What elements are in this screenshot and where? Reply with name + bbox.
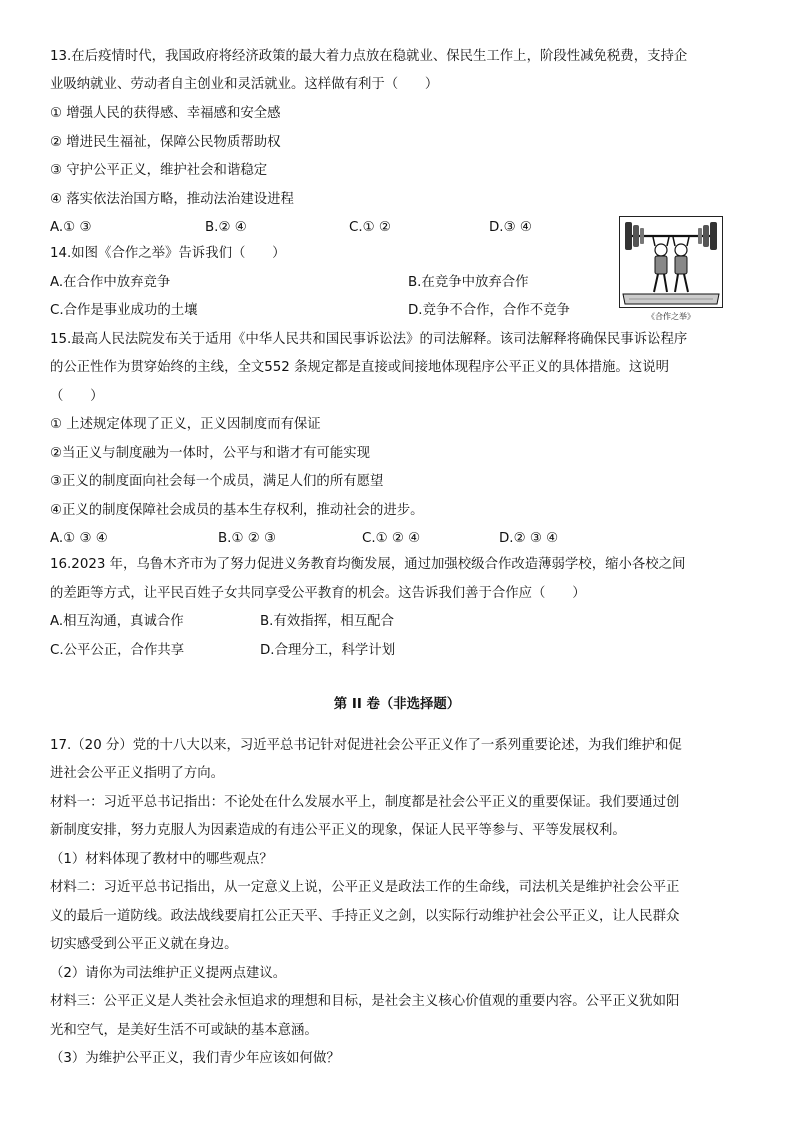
q13-option-d: D.③ ④: [489, 220, 532, 235]
q17-material1-line1: 材料一：习近平总书记指出：不论处在什么发展水平上，制度都是社会公平正义的重要保证。我们要通过创: [50, 795, 680, 810]
q17-subquestion-2: （2）请你为司法维护正义提两点建议。: [50, 966, 287, 981]
q14-stem: 14.如图《合作之举》告诉我们（ ）: [50, 246, 286, 261]
q16-option-a: A.相互沟通，真诚合作: [50, 614, 184, 629]
q15-item-3: ③正义的制度面向社会每一个成员，满足人们的所有愿望: [50, 474, 384, 489]
q17-stem-line1: 17.（20 分）党的十八大以来，习近平总书记针对促进社会公平正义作了一系列重要论述，为我们维护和促: [50, 738, 682, 753]
q16-option-b: B.有效指挥，相互配合: [260, 614, 394, 629]
q15-stem-line3: （ ）: [50, 389, 104, 404]
q17-material3-line2: 光和空气，是美好生活不可或缺的基本意涵。: [50, 1023, 318, 1038]
q17-material2-line2: 义的最后一道防线。政法战线要肩扛公正天平、手持正义之剑，以实际行动维护社会公平正义，让人民群众: [50, 909, 680, 924]
q15-stem-line1: 15.最高人民法院发布关于适用《中华人民共和国民事诉讼法》的司法解释。该司法解释将确保民事诉讼程序: [50, 332, 688, 347]
q14-option-b: B.在竞争中放弃合作: [408, 275, 529, 290]
q14-option-a: A.在合作中放弃竞争: [50, 275, 171, 290]
q17-material2-line3: 切实感受到公平正义就在身边。: [50, 937, 238, 952]
section-title: 第 II 卷（非选择题）: [333, 697, 461, 712]
q17-material2-line1: 材料二：习近平总书记指出，从一定意义上说，公平正义是政法工作的生命线，司法机关是维护社会公平正: [50, 880, 680, 895]
q16-stem-line1: 16.2023 年，乌鲁木齐市为了努力促进义务教育均衡发展，通过加强校级合作改造薄弱学校，缩小各校之间: [50, 557, 686, 572]
q17-material3-line1: 材料三：公平正义是人类社会永恒追求的理想和目标，是社会主义核心价值观的重要内容。公平正义犹如阳: [50, 994, 680, 1009]
q15-item-1: ① 上述规定体现了正义，正义因制度而有保证: [50, 417, 321, 432]
q15-option-c: C.① ② ④: [362, 531, 421, 546]
q13-option-b: B.② ④: [205, 220, 247, 235]
q17-stem-line2: 进社会公平正义指明了方向。: [50, 766, 225, 781]
q15-option-d: D.② ③ ④: [499, 531, 559, 546]
q16-option-d: D.合理分工，科学计划: [260, 643, 396, 658]
q13-item-4: ④ 落实依法治国方略，推动法治建设进程: [50, 192, 294, 207]
cooperation-lift-illustration: [619, 216, 723, 308]
q13-option-a: A.① ③: [50, 220, 92, 235]
q16-stem-line2: 的差距等方式，让平民百姓子女共同享受公平教育的机会。这告诉我们善于合作应（ ）: [50, 586, 586, 601]
q15-option-b: B.① ② ③: [218, 531, 276, 546]
q13-stem-line2: 业吸纳就业、劳动者自主创业和灵活就业。这样做有利于（ ）: [50, 77, 439, 92]
figure-caption: 《合作之举》: [647, 312, 695, 321]
q15-option-a: A.① ③ ④: [50, 531, 108, 546]
q13-item-3: ③ 守护公平正义，维护社会和谐稳定: [50, 163, 268, 178]
q13-item-1: ① 增强人民的获得感、幸福感和安全感: [50, 106, 281, 121]
q15-item-2: ②当正义与制度融为一体时，公平与和谐才有可能实现: [50, 446, 370, 461]
q17-subquestion-3: （3）为维护公平正义，我们青少年应该如何做？: [50, 1051, 340, 1066]
q13-item-2: ② 增进民生福祉，保障公民物质帮助权: [50, 135, 281, 150]
q17-subquestion-1: （1）材料体现了教材中的哪些观点？: [50, 852, 273, 867]
q15-stem-line2: 的公正性作为贯穿始终的主线，全文552 条规定都是直接或间接地体现程序公平正义的具体措施。这说明: [50, 360, 669, 375]
q13-stem-line1: 13.在后疫情时代，我国政府将经济政策的最大着力点放在稳就业、保民生工作上，阶段性减免税费，支持企: [50, 49, 688, 64]
q15-item-4: ④正义的制度保障社会成员的基本生存权利，推动社会的进步。: [50, 503, 424, 518]
q14-option-c: C.合作是事业成功的土壤: [50, 303, 198, 318]
q16-option-c: C.公平公正，合作共享: [50, 643, 185, 658]
q14-option-d: D.竞争不合作，合作不竞争: [408, 303, 570, 318]
q17-material1-line2: 新制度安排，努力克服人为因素造成的有违公平正义的现象，保证人民平等参与、平等发展权利。: [50, 823, 626, 838]
q13-option-c: C.① ②: [349, 220, 391, 235]
